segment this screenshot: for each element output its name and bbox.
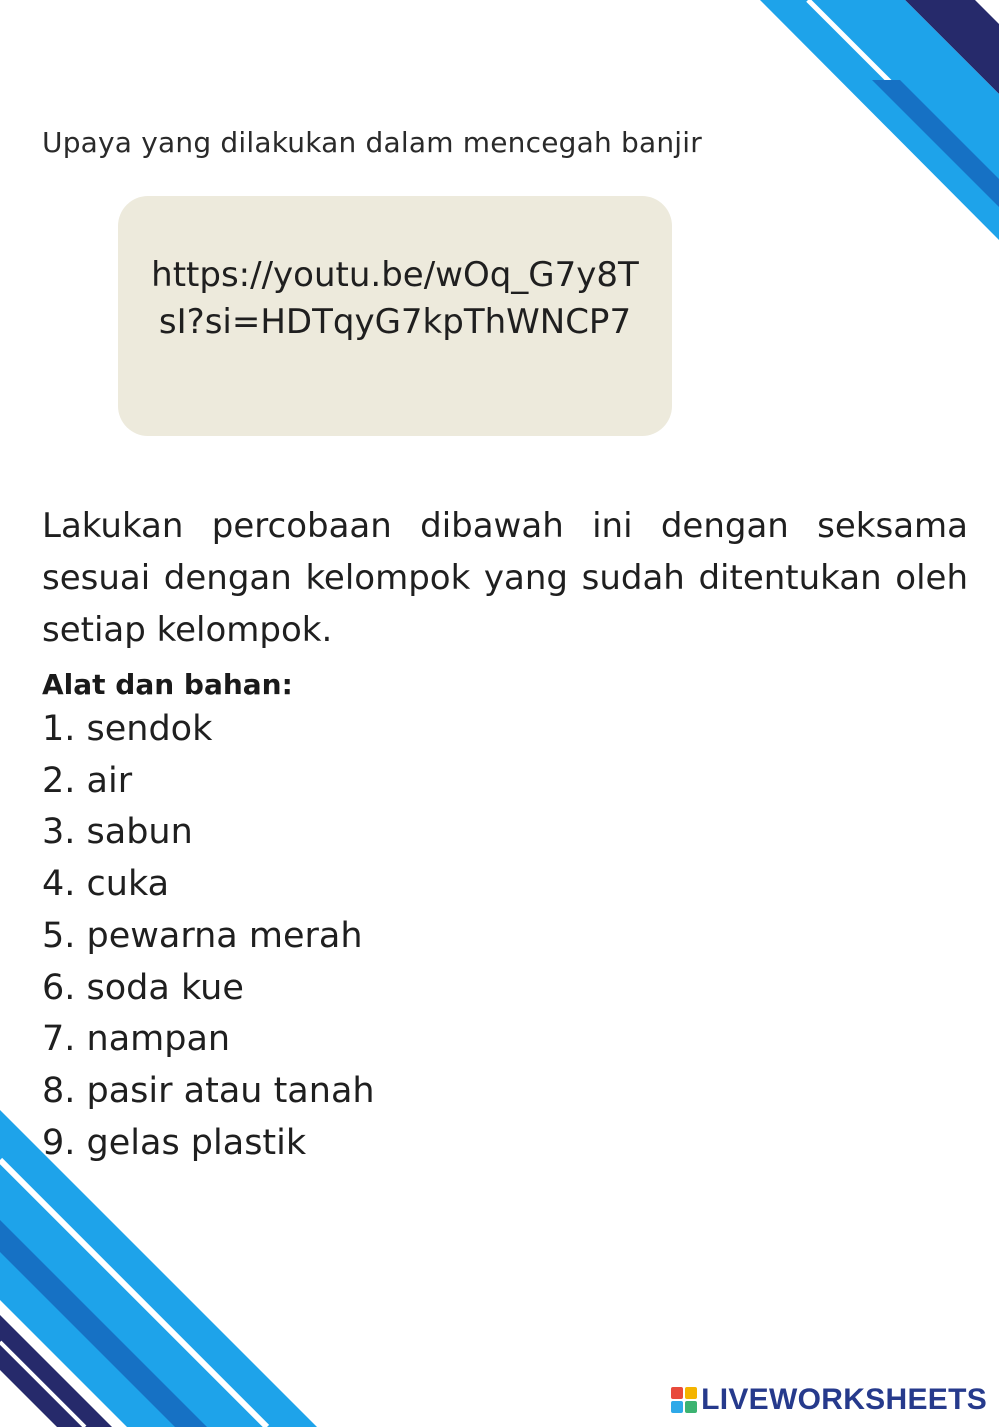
list-item: 9. gelas plastik	[42, 1122, 307, 1163]
watermark-text: LIVEWORKSHEETS	[701, 1383, 987, 1416]
video-link[interactable]: https://youtu.be/wOq_G7y8TsI?si=HDTqyG7kpThWNCP7	[151, 255, 639, 342]
liveworksheets-watermark	[671, 1383, 987, 1417]
materials-title: Alat dan bahan:	[42, 668, 293, 701]
logo-tile-icon	[685, 1401, 697, 1413]
list-item: 6. soda kue	[42, 967, 244, 1008]
logo-tile-icon	[671, 1387, 683, 1399]
list-item: 3. sabun	[42, 812, 193, 853]
list-item: 4. cuka	[42, 864, 170, 905]
list-item: 1. sendok	[42, 709, 213, 749]
video-link-box	[118, 196, 672, 436]
list-item: 5. pewarna merah	[42, 915, 363, 956]
list-item: 7. nampan	[42, 1019, 231, 1060]
page-heading: Upaya yang dilakukan dalam mencegah banjir	[42, 126, 702, 159]
list-item: 8. pasir atau tanah	[42, 1070, 375, 1111]
liveworksheets-logo-icon	[671, 1387, 697, 1413]
instruction-paragraph: Lakukan percobaan dibawah ini dengan seksama sesuai dengan kelompok yang sudah ditentukan oleh setiap kelompok.	[42, 506, 968, 650]
materials-list	[42, 704, 375, 1169]
logo-tile-icon	[671, 1401, 683, 1413]
list-item: 2. air	[42, 760, 133, 801]
logo-tile-icon	[685, 1387, 697, 1399]
